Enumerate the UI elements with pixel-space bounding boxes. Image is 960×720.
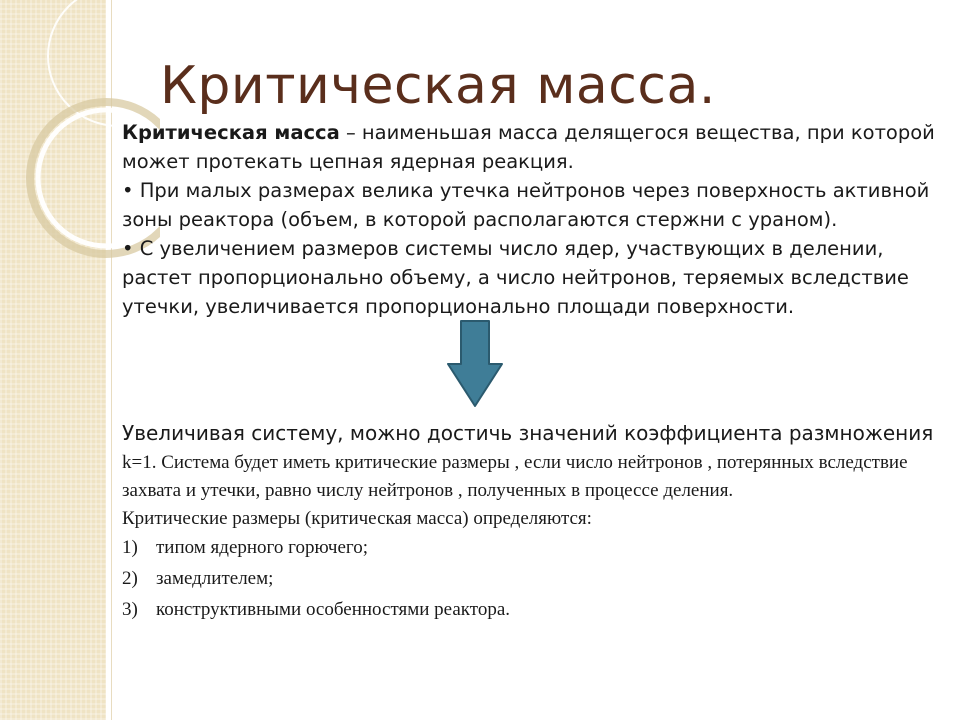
bullet-2: • С увеличением размеров системы число ядер, участвующих в делении, растет пропорционально объему, а число нейтронов, теряемых вследствие утечки, увеличивается пропорционально площади поверхности.: [122, 237, 909, 318]
list-item-number: 1): [122, 537, 138, 558]
coefficient-rest: k=1. Система будет иметь критические размеры , если число нейтронов , потерянных вследствие захвата и утечки, равно числу нейтронов , полученных в процессе деления.: [122, 452, 908, 501]
explanation-block: [122, 420, 937, 625]
slide-title: Критическая масса.: [160, 56, 716, 116]
list-intro: Критические размеры (критическая масса) определяются:: [122, 508, 592, 529]
list-item: [122, 532, 937, 563]
definition-text: – наименьшая масса делящегося вещества, при которой может протекать цепная ядерная реакция.: [122, 121, 935, 173]
list-item: [122, 594, 937, 625]
list-item-text: конструктивными особенностями реактора.: [156, 599, 510, 620]
list-item-text: замедлителем;: [156, 568, 274, 589]
definition-term: Критическая масса: [122, 121, 340, 144]
down-arrow-icon: [447, 320, 503, 408]
coefficient-paragraph: [122, 420, 937, 505]
definition-paragraph: [122, 118, 942, 176]
list-item-number: 2): [122, 568, 138, 589]
factors-list: [122, 532, 937, 625]
list-item: [122, 563, 937, 594]
bullet-1: • При малых размерах велика утечка нейтронов через поверхность активной зоны реактора (объем, в которой располагаются стержни с ураном).: [122, 179, 930, 231]
definition-block: [122, 118, 942, 321]
list-item-text: типом ядерного горючего;: [156, 537, 369, 558]
coefficient-lead: Увеличивая систему, можно достичь значений коэффициента размножения: [122, 421, 934, 445]
list-item-number: 3): [122, 599, 138, 620]
